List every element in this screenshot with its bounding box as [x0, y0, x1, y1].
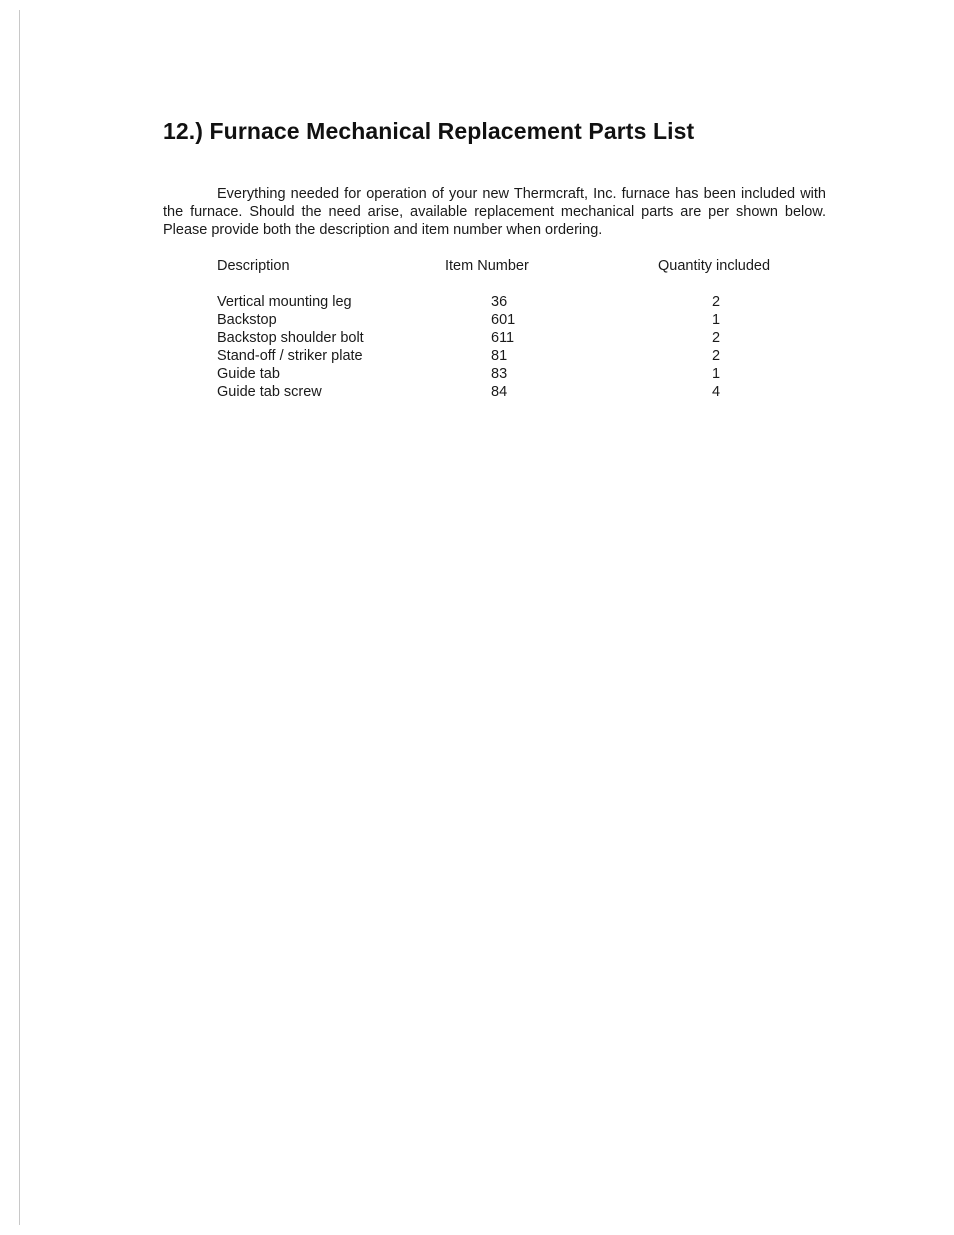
part-item-number: 601 [491, 312, 516, 328]
header-item-number: Item Number [445, 258, 529, 274]
part-item-number: 83 [491, 366, 508, 382]
part-description: Backstop shoulder bolt [217, 330, 364, 346]
page-title: 12.) Furnace Mechanical Replacement Parts List [163, 118, 695, 144]
header-quantity: Quantity included [658, 258, 771, 274]
part-description: Backstop [217, 312, 277, 328]
part-item-number: 611 [491, 330, 515, 346]
part-description: Guide tab screw [217, 384, 322, 400]
part-description: Guide tab [217, 366, 280, 382]
part-description: Vertical mounting leg [217, 294, 352, 310]
part-quantity: 1 [712, 366, 721, 382]
header-description: Description [217, 258, 290, 274]
scan-edge-line [19, 10, 20, 1225]
part-item-number: 81 [491, 348, 508, 364]
part-quantity: 2 [712, 294, 721, 310]
part-quantity: 1 [712, 312, 721, 328]
part-item-number: 36 [491, 294, 508, 310]
part-quantity: 2 [712, 348, 721, 364]
part-description: Stand-off / striker plate [217, 348, 363, 364]
part-item-number: 84 [491, 384, 508, 400]
part-quantity: 2 [712, 330, 721, 346]
part-quantity: 4 [712, 384, 721, 400]
intro-paragraph: Everything needed for operation of your new Thermcraft, Inc. furnace has been included with the furnace. Should the need arise, available replacement mechanical parts are per shown below. Please provide both the description and item number when ordering. [163, 186, 826, 238]
